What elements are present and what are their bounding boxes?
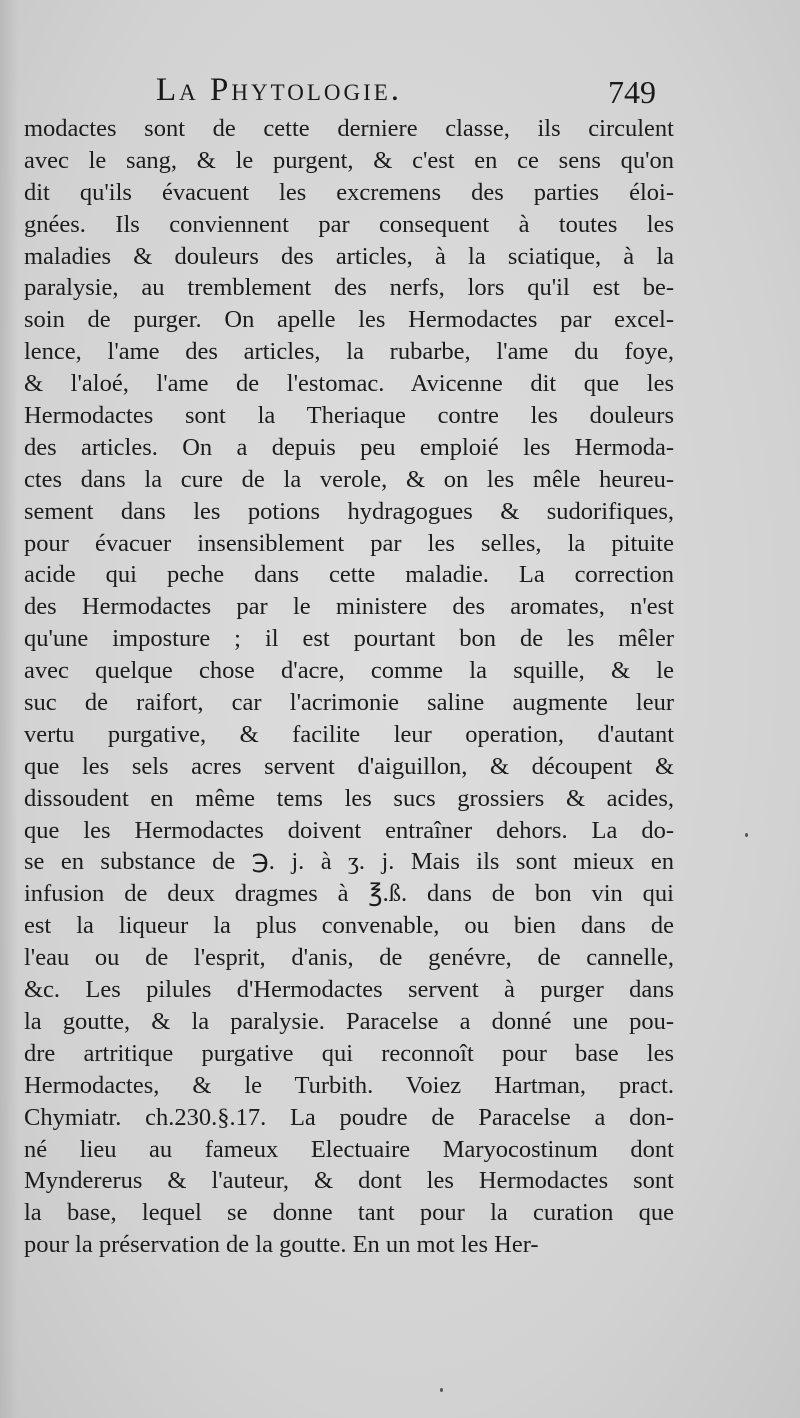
- text-line: infusion de deux dragmes à ℥.ß. dans de bon vin qui: [24, 880, 674, 908]
- page-header: [0, 68, 800, 112]
- text-line: pour la préservation de la goutte. En un mot les Her-: [24, 1231, 539, 1259]
- text-line: acide qui peche dans cette maladie. La correction: [24, 561, 674, 589]
- page-number: 749: [608, 74, 656, 110]
- text-line: gnées. Ils conviennent par consequent à toutes les: [24, 210, 674, 238]
- text-line: né lieu au fameux Electuaire Maryocostinum dont: [24, 1135, 674, 1163]
- text-line: dissoudent en même tems les sucs grossiers & acides,: [24, 784, 674, 812]
- running-title: La Phytologie.: [156, 72, 403, 108]
- page-gutter-shadow: [0, 0, 18, 1418]
- text-line: que les sels acres servent d'aiguillon, & découpent &: [24, 752, 674, 780]
- text-line: se en substance de ℈. j. à ʒ. j. Mais ils sont mieux en: [24, 848, 674, 876]
- text-line: la base, lequel se donne tant pour la curation que: [24, 1199, 674, 1227]
- text-line: lence, l'ame des articles, la rubarbe, l'ame du foye,: [24, 338, 674, 366]
- text-line: qu'une imposture ; il est pourtant bon de les mêler: [24, 625, 674, 653]
- text-line: sement dans les potions hydragogues & sudorifiques,: [24, 497, 674, 525]
- text-line: avec le sang, & le purgent, & c'est en ce sens qu'on: [24, 146, 674, 174]
- text-line: pour évacuer insensiblement par les selles, la pituite: [24, 529, 674, 557]
- text-line: modactes sont de cette derniere classe, ils circulent: [24, 115, 674, 142]
- text-line: la goutte, & la paralysie. Paracelse a donné une pou-: [24, 1007, 674, 1035]
- text-line: & l'aloé, l'ame de l'estomac. Avicenne dit que les: [24, 370, 674, 398]
- text-line: dit qu'ils évacuent les excremens des parties éloi-: [24, 178, 674, 206]
- text-line: soin de purger. On apelle les Hermodactes par excel-: [24, 306, 674, 334]
- text-line: paralysie, au tremblement des nerfs, lors qu'il est be-: [24, 274, 674, 302]
- text-line: que les Hermodactes doivent entraîner dehors. La do-: [24, 816, 674, 844]
- text-line: des Hermodactes par le ministere des aromates, n'est: [24, 593, 674, 621]
- text-line: des articles. On a depuis peu emploié les Hermoda-: [24, 433, 674, 461]
- paper-speck: [440, 1388, 443, 1392]
- text-line: suc de raifort, car l'acrimonie saline augmente leur: [24, 689, 674, 717]
- text-line: maladies & douleurs des articles, à la sciatique, à la: [24, 242, 674, 270]
- text-line: l'eau ou de l'esprit, d'anis, de genévre, de cannelle,: [24, 944, 674, 972]
- text-line: Myndererus & l'auteur, & dont les Hermodactes sont: [24, 1167, 674, 1195]
- text-line: ctes dans la cure de la verole, & on les mêle heureu-: [24, 465, 674, 493]
- text-line: Hermodactes sont la Theriaque contre les douleurs: [24, 402, 674, 430]
- body-text: [24, 113, 674, 1261]
- text-line: avec quelque chose d'acre, comme la squille, & le: [24, 657, 674, 685]
- text-line: Chymiatr. ch.230.§.17. La poudre de Paracelse a don-: [24, 1103, 674, 1131]
- text-line: vertu purgative, & facilite leur operation, d'autant: [24, 720, 674, 748]
- paper-speck: [745, 833, 748, 837]
- text-line: Hermodactes, & le Turbith. Voiez Hartman, pract.: [24, 1071, 674, 1099]
- text-line: est la liqueur la plus convenable, ou bien dans de: [24, 912, 674, 940]
- text-line: dre artritique purgative qui reconnoît pour base les: [24, 1039, 674, 1067]
- text-line: &c. Les pilules d'Hermodactes servent à purger dans: [24, 976, 674, 1004]
